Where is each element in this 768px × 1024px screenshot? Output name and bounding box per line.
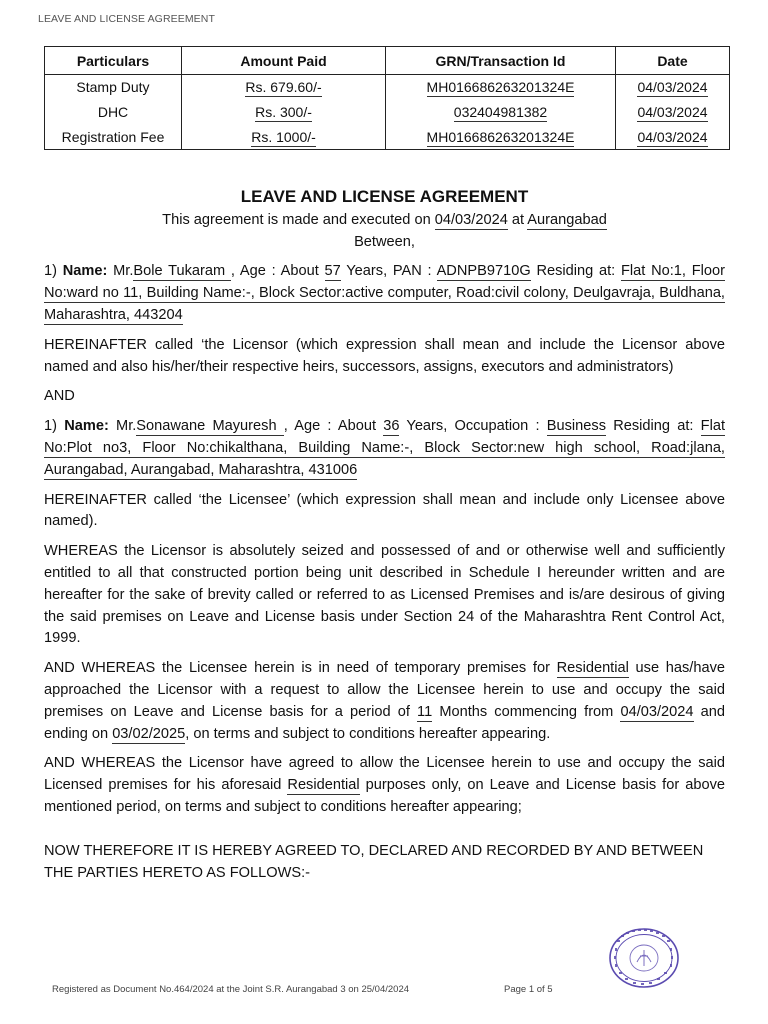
amount-cell xyxy=(182,75,386,100)
page-number: Page 1 of 5 xyxy=(504,984,553,995)
intro-prefix: This agreement is made and executed on xyxy=(162,211,431,228)
amount-value: Rs. 1000/- xyxy=(251,128,316,145)
start-date: 04/03/2024 xyxy=(620,703,694,720)
licensor-name: Bole Tukaram xyxy=(133,263,231,280)
table-row xyxy=(45,75,730,100)
end-date: 03/02/2025 xyxy=(112,725,186,742)
fees-table xyxy=(44,46,730,150)
pan-prefix: Years, PAN : xyxy=(346,263,432,280)
date-cell xyxy=(616,75,730,100)
amount-cell xyxy=(182,100,386,125)
licensee-details xyxy=(44,416,725,481)
date-value: 04/03/2024 xyxy=(637,104,708,120)
txn-cell xyxy=(386,75,616,100)
intro-line xyxy=(44,210,725,232)
and-separator: AND xyxy=(44,388,75,405)
clause-text: , on terms and subject to conditions hereafter appearing. xyxy=(185,725,551,742)
date-cell xyxy=(616,125,730,150)
licensee-clause: HEREINAFTER called ‘the Licensee’ (which expression shall mean and include only Licensee above named). xyxy=(44,491,725,530)
licensor-details xyxy=(44,261,725,326)
party-number: 1) xyxy=(44,263,57,280)
amount-value: Rs. 679.60/- xyxy=(245,79,322,96)
date-value: 04/03/2024 xyxy=(637,79,708,96)
clause-text: AND WHEREAS the Licensee herein is in need of temporary premises for xyxy=(44,660,550,677)
clause-text: Months commencing from xyxy=(439,703,614,720)
salutation: Mr. xyxy=(113,263,134,280)
txn-value: MH016686263201324E xyxy=(426,128,575,145)
amount-value: Rs. 300/- xyxy=(255,104,312,120)
clause-text: use has/have approached the Licensor with a request to allow the Licensee herein to use and occupy the said premises on Leave and License basis for a period of xyxy=(44,660,725,720)
premises-use: Residential xyxy=(287,777,360,794)
table-row xyxy=(45,100,730,125)
execution-date: 04/03/2024 xyxy=(434,211,508,228)
txn-value: MH016686263201324E xyxy=(426,79,575,96)
agreement-body xyxy=(44,186,725,884)
particular-cell: Stamp Duty xyxy=(45,75,182,100)
txn-value: 032404981382 xyxy=(453,104,548,120)
party-number: 1) xyxy=(44,418,57,435)
column-header: GRN/Transaction Id xyxy=(386,47,616,75)
clause-text: and ending on xyxy=(44,703,725,742)
registration-footer: Registered as Document No.464/2024 at the Joint S.R. Aurangabad 3 on 25/04/2024 xyxy=(52,984,410,995)
amount-cell xyxy=(182,125,386,150)
clause-text: purposes only, on Leave and License basis for above mentioned period, on terms and subject to conditions hereafter appearing; xyxy=(44,777,725,815)
date-cell xyxy=(616,100,730,125)
column-header: Amount Paid xyxy=(182,47,386,75)
clause-text: AND WHEREAS the Licensor have agreed to allow the Licensee herein to use and occupy the said Licensed premises for his aforesaid xyxy=(44,755,725,794)
licensor-pan: ADNPB9710G xyxy=(436,263,531,280)
licensor-age: 57 xyxy=(324,263,341,280)
particular-cell: Registration Fee xyxy=(45,125,182,150)
licensee-age: 36 xyxy=(383,418,400,435)
txn-cell xyxy=(386,125,616,150)
licensee-address: Flat No:Plot no3, Floor No:chikalthana, Building Name:-, Block Sector:new high school, Road:jlana, Aurangabad, Aurangabad, Maharashtra, 431006 xyxy=(44,418,725,478)
whereas-clause-1: WHEREAS the Licensor is absolutely seized and possessed of and or otherwise well and sufficiently entitled to all that constructed portion being unit described in Schedule I hereunder written and are hereafter for the sake of brevity called or referred to as Licensed Premises and is/are desirous of giving the said premises on Leave and License basis under Section 24 of the Maharashtra Rent Control Act, 1999. xyxy=(44,543,725,647)
txn-cell xyxy=(386,100,616,125)
licensor-address: Flat No:1, Floor No:ward no 11, Building Name:-, Block Sector:active computer, Road:civil colony, Deulgavraja, Buldhana, Maharashtra, 443204 xyxy=(44,263,725,323)
residing-label: Residing at: xyxy=(536,263,616,280)
license-period: 11 xyxy=(417,703,433,720)
column-header: Date xyxy=(616,47,730,75)
occupation-prefix: Years, Occupation : xyxy=(406,418,540,435)
agreement-title: LEAVE AND LICENSE AGREEMENT xyxy=(240,187,529,206)
date-value: 04/03/2024 xyxy=(637,128,708,145)
execution-place: Aurangabad xyxy=(527,211,607,228)
age-prefix: , Age : About xyxy=(230,263,319,280)
licensee-occupation: Business xyxy=(546,418,606,435)
column-header: Particulars xyxy=(45,47,182,75)
premises-use: Residential xyxy=(556,660,629,677)
name-label: Name: xyxy=(62,263,108,280)
licensee-name: Sonawane Mayuresh xyxy=(136,418,284,435)
between-line: Between, xyxy=(354,233,415,250)
now-therefore-clause: NOW THEREFORE IT IS HEREBY AGREED TO, DECLARED AND RECORDED BY AND BETWEEN THE PARTIES HERETO AS FOLLOWS:- xyxy=(44,842,704,881)
table-row xyxy=(45,125,730,150)
particular-cell: DHC xyxy=(45,100,182,125)
whereas-clause-3 xyxy=(44,753,725,818)
running-header: LEAVE AND LICENSE AGREEMENT xyxy=(38,13,215,25)
at-word: at xyxy=(511,211,525,228)
registrar-seal-icon xyxy=(607,926,681,990)
table-header-row xyxy=(45,47,730,75)
name-label: Name: xyxy=(64,418,109,435)
whereas-clause-2 xyxy=(44,658,725,745)
residing-label: Residing at: xyxy=(613,418,694,435)
salutation: Mr. xyxy=(116,418,137,435)
licensor-clause: HEREINAFTER called ‘the Licensor (which expression shall mean and include the Licensor above named and also his/her/their respective heirs, successors, assigns, executors and administrators) xyxy=(44,336,725,375)
age-prefix: , Age : About xyxy=(283,418,377,435)
